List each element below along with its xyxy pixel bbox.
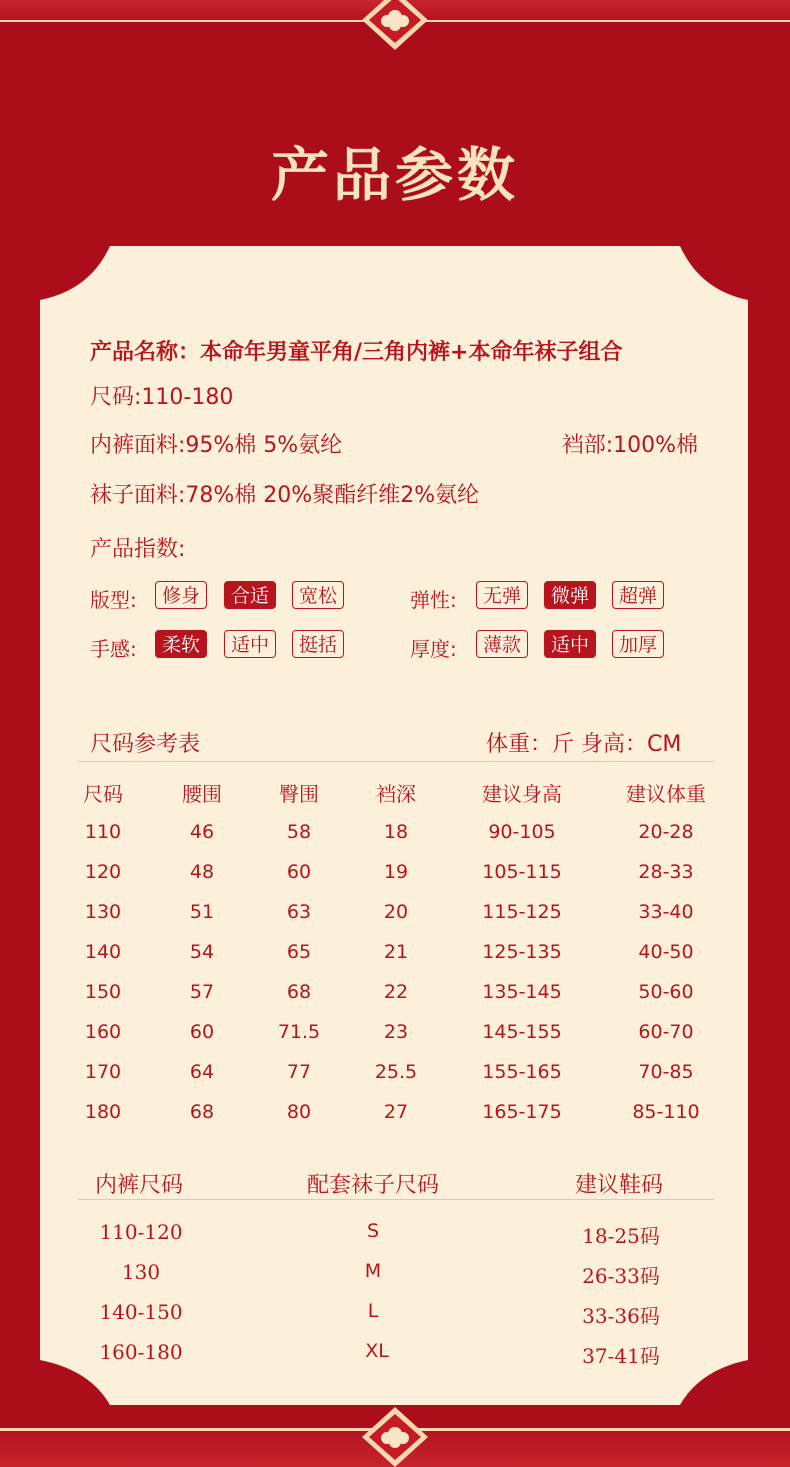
fit-option-regular-selected: 合适 [224,581,276,609]
cell: 160-180 [99,1340,183,1364]
cell: 70-85 [638,1061,694,1083]
size-table-unit-note: 体重：斤 身高：CM [486,732,682,757]
header-shoe-size: 建议鞋码 [574,1173,664,1198]
header-height: 建议身高 [482,782,562,806]
cell: 170 [84,1061,122,1083]
cell: 33-36码 [582,1304,660,1328]
cell: 33-40 [638,901,694,923]
header-size: 尺码 [83,782,123,806]
elasticity-label: 弹性: [410,588,457,612]
cell: 115-125 [482,901,562,923]
cell: 155-165 [482,1061,562,1083]
cell: 105-115 [482,861,562,883]
sock-fabric: 袜子面料:78%棉 20%聚酯纤维2%氨纶 [90,483,480,508]
cell: L [367,1300,379,1322]
size-table-divider [78,761,714,762]
cell: 26-33码 [582,1264,660,1288]
cotton-flower-emblem-bottom-icon [360,1405,430,1467]
fit-option-slim: 修身 [155,581,207,609]
cell: 130 [84,901,122,923]
cell: 68 [286,981,312,1003]
cell: 140-150 [99,1300,183,1324]
product-name: 产品名称：本命年男童平角/三角内裤+本命年袜子组合 [90,340,623,365]
cell: 140 [84,941,122,963]
elasticity-option-slight-selected: 微弹 [544,581,596,609]
cell: 90-105 [488,821,556,843]
underwear-fabric: 内裤面料:95%棉 5%氨纶 [90,433,343,458]
header-weight: 建议体重 [626,782,706,806]
index-title: 产品指数: [90,537,186,562]
cell: 135-145 [482,981,562,1003]
thickness-label: 厚度: [410,637,457,661]
cell: 46 [189,821,215,843]
cell: 60 [286,861,312,883]
cell: 65 [286,941,312,963]
cell: 145-155 [482,1021,562,1043]
product-size: 尺码:110-180 [90,385,234,410]
cell: 160 [84,1021,122,1043]
cell: 40-50 [638,941,694,963]
cell: 25.5 [374,1061,418,1083]
cell: 19 [383,861,409,883]
cell: 110-120 [99,1220,183,1244]
cell: 60 [189,1021,215,1043]
cell: 120 [84,861,122,883]
thickness-option-thin: 薄款 [476,630,528,658]
cell: 58 [286,821,312,843]
cell: 130 [121,1260,161,1284]
thickness-option-thick: 加厚 [612,630,664,658]
cell: 150 [84,981,122,1003]
cell: 20 [383,901,409,923]
cell: S [366,1220,380,1242]
feel-label: 手感: [90,637,137,661]
cell: 68 [189,1101,215,1123]
header-waist: 腰围 [182,782,222,806]
fit-option-loose: 宽松 [292,581,344,609]
header-rise: 裆深 [376,782,416,806]
cell: 60-70 [638,1021,694,1043]
cell: 63 [286,901,312,923]
cell: 80 [286,1101,312,1123]
cell: 21 [383,941,409,963]
cell: 165-175 [482,1101,562,1123]
cell: 57 [189,981,215,1003]
cell: 28-33 [638,861,694,883]
header-hip: 臀围 [279,782,319,806]
header-sock-size: 配套袜子尺码 [306,1173,440,1198]
feel-option-stiff: 挺括 [292,630,344,658]
feel-option-soft-selected: 柔软 [155,630,207,658]
elasticity-option-none: 无弹 [476,581,528,609]
cell: 77 [286,1061,312,1083]
cell: 85-110 [632,1101,700,1123]
elasticity-option-super: 超弹 [612,581,664,609]
cell: 71.5 [277,1021,321,1043]
feel-option-medium: 适中 [224,630,276,658]
cell: 18 [383,821,409,843]
cell: 22 [383,981,409,1003]
cell: 27 [383,1101,409,1123]
crotch-fabric: 裆部:100%棉 [561,433,698,458]
cell: 180 [84,1101,122,1123]
size-table-title: 尺码参考表 [90,732,201,757]
fit-label: 版型: [90,588,137,612]
cell: 54 [189,941,215,963]
cell: 18-25码 [582,1224,660,1248]
sock-table-divider [78,1199,714,1200]
cell: 50-60 [638,981,694,1003]
cell: 110 [84,821,122,843]
cell: 64 [189,1061,215,1083]
cell: 125-135 [482,941,562,963]
page-title: 产品参数 [270,141,519,209]
thickness-option-medium-selected: 适中 [544,630,596,658]
header-underwear-size: 内裤尺码 [94,1173,184,1198]
cell: 51 [189,901,215,923]
cell: 37-41码 [582,1344,660,1368]
cell: XL [365,1340,389,1362]
cell: M [364,1260,382,1282]
cell: 20-28 [638,821,694,843]
cell: 48 [189,861,215,883]
cell: 23 [383,1021,409,1043]
